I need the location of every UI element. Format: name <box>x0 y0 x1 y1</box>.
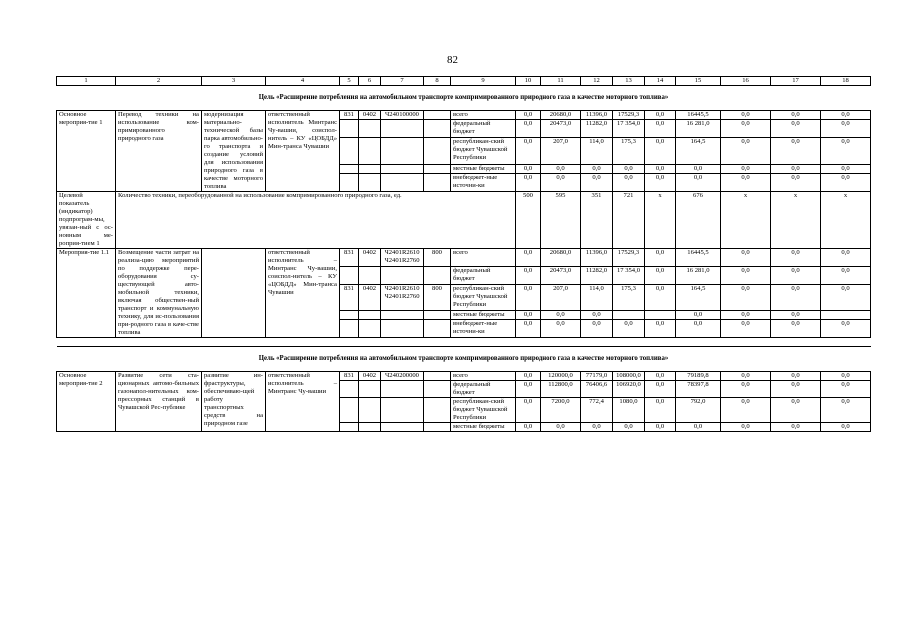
indicator-value: x <box>645 192 676 249</box>
measure-name-cell: Перевод техники на использование ком-примированного природного газа <box>116 111 202 192</box>
value-cell: 0,0 <box>516 398 541 423</box>
grbs-cell: 831 <box>340 372 359 381</box>
empty-code-cell <box>340 423 359 432</box>
value-cell: 0,0 <box>645 423 676 432</box>
empty-code-cell <box>340 138 359 164</box>
purpose-cell: развитие ин-фраструктуры, обеспечиваю-щей работу транспортных средств на природном газе <box>202 372 266 432</box>
value-cell: 0,0 <box>721 249 771 267</box>
value-cell: 792,0 <box>676 398 721 423</box>
value-cell: 0,0 <box>771 381 821 398</box>
value-cell: 0,0 <box>516 381 541 398</box>
value-cell: 0,0 <box>771 266 821 284</box>
value-cell: 112800,0 <box>541 381 581 398</box>
value-cell: 78397,8 <box>676 381 721 398</box>
value-cell: 0,0 <box>721 381 771 398</box>
header-cell: 8 <box>424 77 451 86</box>
page-number: 82 <box>447 54 458 66</box>
value-cell: 0,0 <box>721 423 771 432</box>
empty-code-cell <box>381 164 424 173</box>
empty-code-cell <box>381 174 424 192</box>
value-cell: 0,0 <box>676 320 721 338</box>
value-cell: 0,0 <box>821 249 871 267</box>
empty-code-cell <box>424 138 451 164</box>
rz-cell: 0402 <box>359 249 381 267</box>
value-cell: 0,0 <box>771 249 821 267</box>
empty-code-cell <box>359 398 381 423</box>
value-cell: 0,0 <box>516 284 541 310</box>
indicator-value: 500 <box>516 192 541 249</box>
indicator-value: 351 <box>581 192 613 249</box>
empty-code-cell <box>424 398 451 423</box>
empty-code-cell <box>381 138 424 164</box>
source-cell: внебюджет-ные источни-ки <box>451 320 516 338</box>
header-cell: 4 <box>266 77 340 86</box>
value-cell: 0,0 <box>516 138 541 164</box>
value-cell: 0,0 <box>581 310 613 319</box>
value-cell: 0,0 <box>516 266 541 284</box>
empty-code-cell <box>359 320 381 338</box>
empty-code-cell <box>359 381 381 398</box>
indicator-value: x <box>721 192 771 249</box>
value-cell: 20473,0 <box>541 266 581 284</box>
table-row <box>57 372 871 381</box>
indicator-value: x <box>771 192 821 249</box>
source-cell: республикан-ский бюджет Чувашской Республики <box>451 398 516 423</box>
value-cell: 0,0 <box>645 164 676 173</box>
value-cell: 0,0 <box>821 111 871 120</box>
header-cell: 12 <box>581 77 613 86</box>
value-cell <box>645 310 676 319</box>
indicator-value: 721 <box>613 192 645 249</box>
value-cell: 0,0 <box>771 398 821 423</box>
value-cell: 0,0 <box>721 372 771 381</box>
vr-cell <box>424 372 451 381</box>
empty-code-cell <box>359 138 381 164</box>
empty-code-cell <box>424 174 451 192</box>
source-cell: всего <box>451 111 516 120</box>
value-cell: 0,0 <box>721 138 771 164</box>
value-cell: 0,0 <box>516 164 541 173</box>
value-cell: 0,0 <box>721 174 771 192</box>
value-cell: 0,0 <box>821 120 871 138</box>
source-cell: федеральный бюджет <box>451 120 516 138</box>
source-cell: федеральный бюджет <box>451 266 516 284</box>
indicator-value: x <box>821 192 871 249</box>
value-cell: 114,0 <box>581 138 613 164</box>
table-row <box>57 249 871 267</box>
value-cell: 0,0 <box>821 266 871 284</box>
value-cell: 0,0 <box>516 111 541 120</box>
grbs-cell: 831 <box>340 111 359 120</box>
value-cell: 0,0 <box>645 284 676 310</box>
status-cell: Основное мероприя-тие 1 <box>57 111 116 192</box>
header-cell: 15 <box>676 77 721 86</box>
empty-code-cell <box>424 120 451 138</box>
value-cell: 0,0 <box>516 320 541 338</box>
value-cell: 0,0 <box>541 174 581 192</box>
value-cell: 0,0 <box>771 120 821 138</box>
empty-code-cell <box>340 381 359 398</box>
empty-code-cell <box>359 310 381 319</box>
empty-code-cell <box>424 423 451 432</box>
source-cell: местные бюджеты <box>451 164 516 173</box>
csr-cell: Ч2401R2610 Ч2401R2760 <box>381 249 424 267</box>
source-cell: федеральный бюджет <box>451 381 516 398</box>
header-cell: 16 <box>721 77 771 86</box>
value-cell: 11282,0 <box>581 120 613 138</box>
value-cell: 0,0 <box>821 174 871 192</box>
value-cell: 0,0 <box>613 423 645 432</box>
indicator-row <box>57 192 871 249</box>
value-cell: 108000,0 <box>613 372 645 381</box>
value-cell: 0,0 <box>821 284 871 310</box>
empty-code-cell <box>340 398 359 423</box>
value-cell: 0,0 <box>581 320 613 338</box>
empty-code-cell <box>381 310 424 319</box>
value-cell: 0,0 <box>771 138 821 164</box>
header-cell: 1 <box>57 77 116 86</box>
value-cell: 16445,5 <box>676 249 721 267</box>
empty-code-cell <box>340 266 359 284</box>
value-cell: 0,0 <box>721 398 771 423</box>
value-cell: 16 281,0 <box>676 120 721 138</box>
executor-cell: ответственный исполнитель – Минтранс Чу-вашии <box>266 372 340 432</box>
csr-cell: Ч240100000 <box>381 111 424 120</box>
value-cell: 20680,0 <box>541 249 581 267</box>
value-cell: 0,0 <box>581 174 613 192</box>
value-cell: 16445,5 <box>676 111 721 120</box>
vr-cell: 800 <box>424 249 451 267</box>
empty-code-cell <box>340 164 359 173</box>
value-cell: 0,0 <box>516 120 541 138</box>
value-cell: 0,0 <box>516 372 541 381</box>
source-cell: местные бюджеты <box>451 423 516 432</box>
value-cell: 11282,0 <box>581 266 613 284</box>
header-row <box>57 77 871 86</box>
purpose-cell <box>202 249 266 338</box>
value-cell: 0,0 <box>516 249 541 267</box>
value-cell: 0,0 <box>821 398 871 423</box>
empty-code-cell <box>381 320 424 338</box>
value-cell: 0,0 <box>771 164 821 173</box>
value-cell: 0,0 <box>771 284 821 310</box>
goal-row <box>57 86 871 111</box>
indicator-text: Количество техники, переоборудованной на использование компримированного природного газа, ед. <box>116 192 516 249</box>
empty-code-cell <box>340 174 359 192</box>
value-cell <box>613 310 645 319</box>
header-cell: 3 <box>202 77 266 86</box>
value-cell: 0,0 <box>645 398 676 423</box>
value-cell: 0,0 <box>821 423 871 432</box>
empty-code-cell <box>359 164 381 173</box>
value-cell: 164,5 <box>676 138 721 164</box>
value-cell: 0,0 <box>771 310 821 319</box>
empty-code-cell <box>424 266 451 284</box>
rz-cell: 0402 <box>359 284 381 310</box>
value-cell: 0,0 <box>721 320 771 338</box>
value-cell: 0,0 <box>613 164 645 173</box>
empty-code-cell <box>340 310 359 319</box>
value-cell: 11396,0 <box>581 249 613 267</box>
csr-cell: Ч240200000 <box>381 372 424 381</box>
empty-code-cell <box>359 423 381 432</box>
executor-cell: ответственный исполнитель Минтранс Чу-вашии, соиспол-нитель – КУ «ЦОБДД» Мин-транса Чувашии <box>266 111 340 192</box>
value-cell: 79189,8 <box>676 372 721 381</box>
empty-code-cell <box>381 266 424 284</box>
value-cell: 0,0 <box>516 310 541 319</box>
value-cell: 0,0 <box>645 120 676 138</box>
value-cell: 0,0 <box>721 310 771 319</box>
value-cell: 0,0 <box>516 423 541 432</box>
value-cell: 0,0 <box>645 111 676 120</box>
value-cell: 0,0 <box>821 372 871 381</box>
header-cell: 5 <box>340 77 359 86</box>
measure-name-cell: Возмещение части затрат на реализа-цию мероприятий по поддержке пере-оборудования су-ществующей авто-мобильной техники, включая обществен-ный транспорт и коммунальную технику, для ис-пользования при-родного газа в каче-стве топлива <box>116 249 202 338</box>
value-cell: 0,0 <box>645 372 676 381</box>
value-cell: 0,0 <box>613 174 645 192</box>
source-cell: местные бюджеты <box>451 310 516 319</box>
value-cell: 772,4 <box>581 398 613 423</box>
header-cell: 17 <box>771 77 821 86</box>
status-cell: Основное мероприя-тие 2 <box>57 372 116 432</box>
grbs-cell: 831 <box>340 249 359 267</box>
empty-code-cell <box>381 423 424 432</box>
purpose-cell: модернизация материально-технической базы парка автомобильно-го транспорта и создание условий для использования природного газа в качестве моторного топлива <box>202 111 266 192</box>
value-cell: 0,0 <box>771 423 821 432</box>
empty-code-cell <box>424 320 451 338</box>
value-cell: 0,0 <box>541 164 581 173</box>
status-cell: Мероприя-тие 1.1 <box>57 249 116 338</box>
csr-cell: Ч2401R2610 Ч2401R2760 <box>381 284 424 310</box>
value-cell: 0,0 <box>821 164 871 173</box>
value-cell: 0,0 <box>581 164 613 173</box>
empty-code-cell <box>424 381 451 398</box>
value-cell: 0,0 <box>721 111 771 120</box>
empty-code-cell <box>381 120 424 138</box>
header-cell: 9 <box>451 77 516 86</box>
empty-code-cell <box>340 320 359 338</box>
header-cell: 13 <box>613 77 645 86</box>
header-cell: 6 <box>359 77 381 86</box>
header-cell: 7 <box>381 77 424 86</box>
header-cell: 18 <box>821 77 871 86</box>
table-row <box>57 111 871 120</box>
value-cell: 20473,0 <box>541 120 581 138</box>
value-cell: 0,0 <box>613 320 645 338</box>
header-cell: 11 <box>541 77 581 86</box>
value-cell: 7200,0 <box>541 398 581 423</box>
value-cell: 20680,0 <box>541 111 581 120</box>
value-cell: 0,0 <box>676 310 721 319</box>
value-cell: 164,5 <box>676 284 721 310</box>
value-cell: 0,0 <box>721 284 771 310</box>
value-cell: 0,0 <box>676 174 721 192</box>
empty-code-cell <box>340 120 359 138</box>
value-cell: 175,3 <box>613 138 645 164</box>
budget-table <box>56 76 871 432</box>
indicator-value: 676 <box>676 192 721 249</box>
value-cell: 0,0 <box>676 423 721 432</box>
value-cell: 17529,3 <box>613 249 645 267</box>
source-cell: внебюджет-ные источни-ки <box>451 174 516 192</box>
value-cell: 0,0 <box>721 164 771 173</box>
value-cell: 207,0 <box>541 284 581 310</box>
empty-code-cell <box>424 310 451 319</box>
value-cell: 0,0 <box>541 320 581 338</box>
value-cell: 0,0 <box>771 111 821 120</box>
value-cell: 77179,0 <box>581 372 613 381</box>
value-cell: 0,0 <box>821 138 871 164</box>
grbs-cell: 831 <box>340 284 359 310</box>
value-cell: 106920,0 <box>613 381 645 398</box>
value-cell: 1080,0 <box>613 398 645 423</box>
rz-cell: 0402 <box>359 372 381 381</box>
source-cell: всего <box>451 249 516 267</box>
value-cell: 0,0 <box>645 249 676 267</box>
value-cell: 0,0 <box>516 174 541 192</box>
value-cell: 0,0 <box>541 423 581 432</box>
rz-cell: 0402 <box>359 111 381 120</box>
value-cell: 17 354,0 <box>613 266 645 284</box>
value-cell: 114,0 <box>581 284 613 310</box>
goal-title: Цель «Расширение потребления на автомобильном транспорте компримированного природного газа в качестве моторного топлива» <box>57 86 871 111</box>
value-cell: 0,0 <box>645 320 676 338</box>
value-cell <box>821 310 871 319</box>
value-cell: 0,0 <box>645 138 676 164</box>
empty-code-cell <box>381 398 424 423</box>
source-cell: республикан-ский бюджет Чувашской Республики <box>451 284 516 310</box>
vr-cell: 800 <box>424 284 451 310</box>
value-cell: 0,0 <box>645 174 676 192</box>
vr-cell <box>424 111 451 120</box>
empty-code-cell <box>359 266 381 284</box>
header-cell: 10 <box>516 77 541 86</box>
value-cell: 16 281,0 <box>676 266 721 284</box>
empty-code-cell <box>359 174 381 192</box>
gap-row <box>57 338 871 347</box>
value-cell: 0,0 <box>676 164 721 173</box>
value-cell: 17 354,0 <box>613 120 645 138</box>
value-cell: 76406,6 <box>581 381 613 398</box>
source-cell: всего <box>451 372 516 381</box>
value-cell: 207,0 <box>541 138 581 164</box>
goal-row <box>57 347 871 372</box>
value-cell: 17529,3 <box>613 111 645 120</box>
value-cell: 0,0 <box>645 266 676 284</box>
value-cell: 0,0 <box>771 372 821 381</box>
value-cell: 175,3 <box>613 284 645 310</box>
value-cell: 0,0 <box>771 320 821 338</box>
measure-name-cell: Развитие сети ста-ционарных автомо-бильных газонапол-нительных ком-прессорных станций в Чувашской Рес-публике <box>116 372 202 432</box>
value-cell: 0,0 <box>721 266 771 284</box>
value-cell: 0,0 <box>721 120 771 138</box>
value-cell: 0,0 <box>821 381 871 398</box>
header-cell: 2 <box>116 77 202 86</box>
value-cell: 11396,0 <box>581 111 613 120</box>
value-cell: 0,0 <box>771 174 821 192</box>
executor-cell: ответственный исполнитель – Минтранс Чу-вашии, соиспол-нитель – КУ «ЦОБДД» Мин-транса Чувашии <box>266 249 340 338</box>
value-cell: 0,0 <box>581 423 613 432</box>
empty-code-cell <box>381 381 424 398</box>
gap-cell <box>57 338 871 347</box>
value-cell: 0,0 <box>541 310 581 319</box>
empty-code-cell <box>359 120 381 138</box>
empty-code-cell <box>424 164 451 173</box>
indicator-value: 595 <box>541 192 581 249</box>
header-cell: 14 <box>645 77 676 86</box>
goal-title: Цель «Расширение потребления на автомобильном транспорте компримированного природного газа в качестве моторного топлива» <box>57 347 871 372</box>
source-cell: республикан-ский бюджет Чувашской Республики <box>451 138 516 164</box>
value-cell: 0,0 <box>645 381 676 398</box>
value-cell: 120000,0 <box>541 372 581 381</box>
indicator-label: Целевой показатель (индикатор) подпрограм-мы, увязан-ный с ос-новным ме-роприя-тием 1 <box>57 192 116 249</box>
value-cell: 0,0 <box>821 320 871 338</box>
